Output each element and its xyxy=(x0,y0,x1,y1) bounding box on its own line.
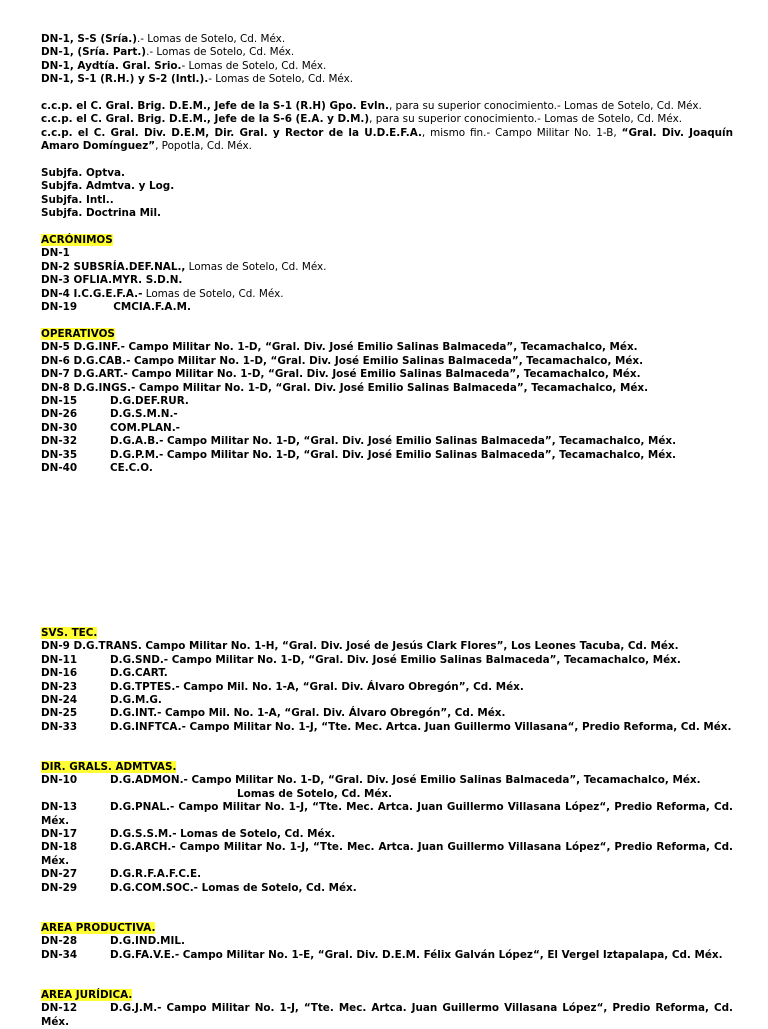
ccp-line: c.c.p. el C. Gral. Div. D.E.M, Dir. Gral. y Rector de la U.D.E.F.A., mismo fin.- Campo Militar No. 1-B, “Gral. Div. Joaquín Amaro Domínguez”, Popotla, Cd. Méx. xyxy=(41,126,733,153)
admtva-line: DN-27 D.G.R.F.A.F.C.E. xyxy=(41,868,202,881)
section-heading: ACRÓNIMOS xyxy=(41,234,113,246)
svs-tec-line: DN-33 D.G.INFTCA.- Campo Militar No. 1-J, “Tte. Mec. Artca. Juan Guillermo Villasana“, Predio Reforma, Cd. Méx. xyxy=(41,720,732,733)
distribution-line: DN-1, (Sría. Part.).- Lomas de Sotelo, Cd. Méx. xyxy=(41,46,295,59)
acronimo-line: DN-4 I.C.G.E.F.A.- Lomas de Sotelo, Cd. Méx. xyxy=(41,287,284,300)
productiva-line: DN-28 D.G.IND.MIL. xyxy=(41,935,185,948)
subjefaturas-list xyxy=(41,167,733,221)
distribution-line: DN-1, Aydtía. Gral. Srio.- Lomas de Sotelo, Cd. Méx. xyxy=(41,59,327,72)
svs-tec-line: DN-25 D.G.INT.- Campo Mil. No. 1-A, “Gral. Div. Álvaro Obregón”, Cd. Méx. xyxy=(41,707,506,720)
admtva-line: DN-10 D.G.ADMON.- Campo Militar No. 1-D, “Gral. Div. José Emilio Salinas Balmaceda”, Tecamachalco, Méx. xyxy=(41,774,701,787)
dir-admtvas-section xyxy=(41,761,733,895)
svs-tec-line: DN-24 D.G.M.G. xyxy=(41,694,162,707)
operativo-line: DN-15 D.G.DEF.RUR. xyxy=(41,395,189,408)
admtva-line: DN-13 D.G.PNAL.- Campo Militar No. 1-J, “Tte. Mec. Artca. Juan Guillermo Villasana López“, Predio Reforma, Cd. Méx. xyxy=(41,801,733,827)
productiva-line: DN-34 D.G.FA.V.E.- Campo Militar No. 1-E, “Gral. Div. D.E.M. Félix Galván López“, El Vergel Iztapalapa, Cd. Méx. xyxy=(41,948,723,961)
section-heading: AREA JURÍDICA. xyxy=(41,989,133,1001)
operativos-section xyxy=(41,328,733,475)
acronimo-line: DN-3 OFLIA.MYR. S.D.N. xyxy=(41,274,183,287)
operativo-line: DN-32 D.G.A.B.- Campo Militar No. 1-D, “Gral. Div. José Emilio Salinas Balmaceda”, Tecamachalco, Méx. xyxy=(41,435,677,448)
admtva-line-continuation: Lomas de Sotelo, Cd. Méx. xyxy=(237,787,393,800)
ccp-line: c.c.p. el C. Gral. Brig. D.E.M., Jefe de la S-1 (R.H) Gpo. Evln., para su superior conocimiento.- Lomas de Sotelo, Cd. Méx. xyxy=(41,100,702,112)
operativo-line: DN-30 COM.PLAN.- xyxy=(41,421,180,434)
area-juridica-section xyxy=(41,989,733,1029)
svs-tec-line: DN-11 D.G.SND.- Campo Militar No. 1-D, “Gral. Div. José Emilio Salinas Balmaceda”, Tecamachalco, Méx. xyxy=(41,653,681,666)
admtva-line: DN-29 D.G.COM.SOC.- Lomas de Sotelo, Cd. Méx. xyxy=(41,881,357,894)
distribution-line: DN-1, S-S (Sría.).- Lomas de Sotelo, Cd. Méx. xyxy=(41,33,286,45)
section-heading: AREA PRODUCTIVA. xyxy=(41,922,156,934)
ccp-list xyxy=(41,100,733,154)
section-heading: SVS. TEC. xyxy=(41,627,98,639)
operativo-line: DN-6 D.G.CAB.- Campo Militar No. 1-D, “Gral. Div. José Emilio Salinas Balmaceda”, Tecamachalco, Méx. xyxy=(41,354,644,367)
subjefatura-line: Subjfa. Intl.. xyxy=(41,193,114,206)
operativo-line: DN-5 D.G.INF.- Campo Militar No. 1-D, “Gral. Div. José Emilio Salinas Balmaceda”, Tecamachalco, Méx. xyxy=(41,341,638,354)
operativo-line: DN-7 D.G.ART.- Campo Militar No. 1-D, “Gral. Div. José Emilio Salinas Balmaceda”, Tecamachalco, Méx. xyxy=(41,368,641,381)
area-productiva-section xyxy=(41,922,733,962)
operativo-line: DN-26 D.G.S.M.N.- xyxy=(41,408,178,421)
acronimo-line: DN-2 SUBSRÍA.DEF.NAL., Lomas de Sotelo, Cd. Méx. xyxy=(41,260,327,273)
section-heading: OPERATIVOS xyxy=(41,328,115,340)
section-heading: DIR. GRALS. ADMTVAS. xyxy=(41,761,177,773)
subjefatura-line: Subjfa. Doctrina Mil. xyxy=(41,207,161,220)
svs-tec-line: DN-23 D.G.TPTES.- Campo Mil. No. 1-A, “Gral. Div. Álvaro Obregón”, Cd. Méx. xyxy=(41,680,524,693)
acronimo-line: DN-1 xyxy=(41,247,70,260)
ccp-line: c.c.p. el C. Gral. Brig. D.E.M., Jefe de la S-6 (E.A. y D.M.), para su superior conocimiento.- Lomas de Sotelo, Cd. Méx. xyxy=(41,113,683,126)
admtva-line: DN-18 D.G.ARCH.- Campo Militar No. 1-J, “Tte. Mec. Artca. Juan Guillermo Villasana López“, Predio Reforma, Cd. Méx. xyxy=(41,841,733,867)
svs-tec-section xyxy=(41,627,733,734)
subjefatura-line: Subjfa. Optva. xyxy=(41,167,125,179)
operativo-line: DN-40 CE.C.O. xyxy=(41,462,153,475)
svs-tec-line: DN-9 D.G.TRANS. Campo Militar No. 1-H, “Gral. Div. José de Jesús Clark Flores”, Los Leones Tacuba, Cd. Méx. xyxy=(41,640,679,653)
acronimos-section xyxy=(41,234,733,314)
juridica-line: DN-12 D.G.J.M.- Campo Militar No. 1-J, “Tte. Mec. Artca. Juan Guillermo Villasana López“, Predio Reforma, Cd. Méx. xyxy=(41,1002,733,1028)
svs-tec-line: DN-16 D.G.CART. xyxy=(41,667,168,680)
admtva-line: DN-17 D.G.S.S.M.- Lomas de Sotelo, Cd. Méx. xyxy=(41,828,336,841)
subjefatura-line: Subjfa. Admtva. y Log. xyxy=(41,180,175,193)
operativo-line: DN-35 D.G.P.M.- Campo Militar No. 1-D, “Gral. Div. José Emilio Salinas Balmaceda”, Tecamachalco, Méx. xyxy=(41,448,676,461)
acronimo-line: DN-19 CMCIA.F.A.M. xyxy=(41,301,191,314)
operativo-line: DN-8 D.G.INGS.- Campo Militar No. 1-D, “Gral. Div. José Emilio Salinas Balmaceda”, Tecamachalco, Méx. xyxy=(41,381,649,394)
distribution-list xyxy=(41,33,733,87)
distribution-line: DN-1, S-1 (R.H.) y S-2 (Intl.).- Lomas de Sotelo, Cd. Méx. xyxy=(41,73,354,86)
